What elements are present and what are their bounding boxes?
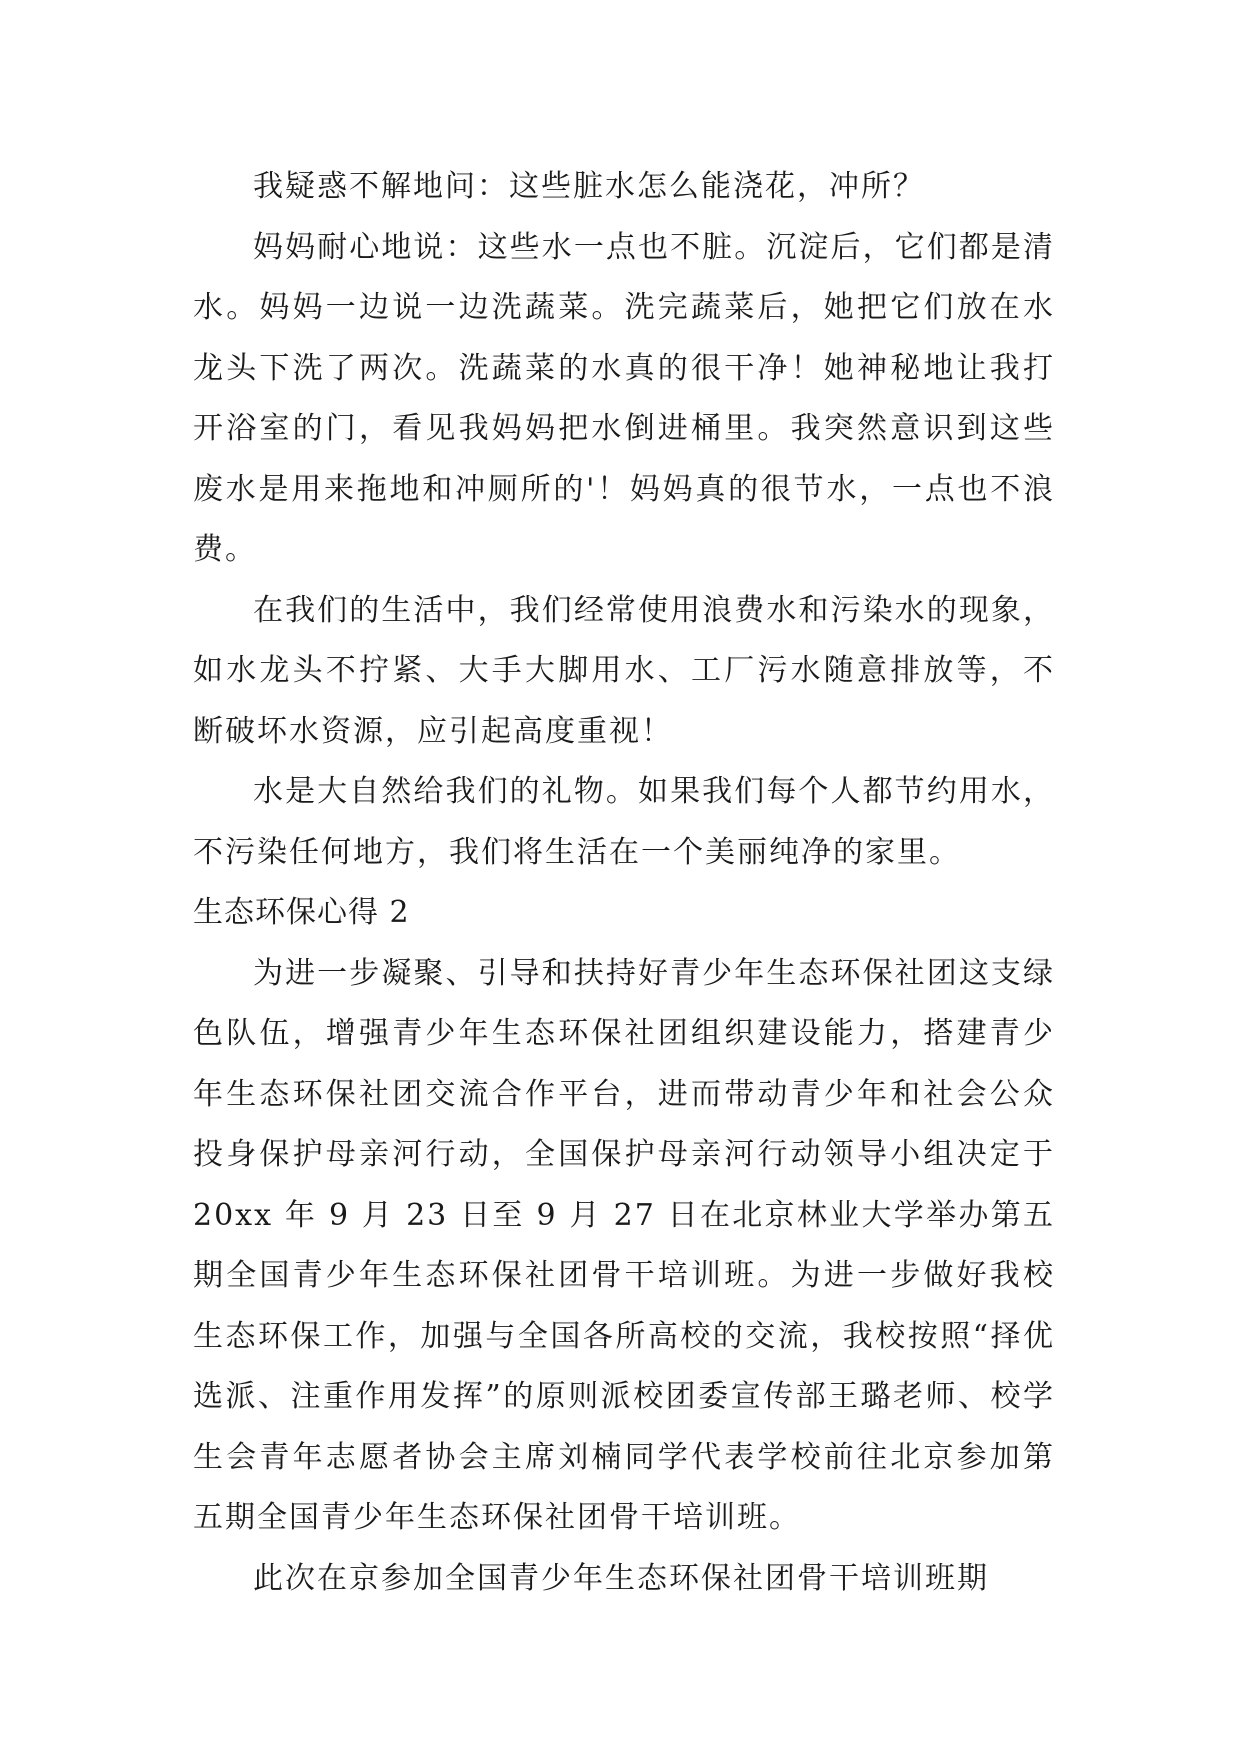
paragraph-water-gift: 水是大自然给我们的礼物。如果我们每个人都节约用水，不污染任何地方，我们将生活在一个美丽纯净的家里。 [193,774,1055,870]
paragraph-water-waste: 在我们的生活中，我们经常使用浪费水和污染水的现象，如水龙头不拧紧、大手大脚用水、工厂污水随意排放等，不断破坏水资源，应引起高度重视！ [193,592,1055,749]
paragraph-training-continued: 此次在京参加全国青少年生态环保社团骨干培训班期 [253,1560,989,1596]
section-heading: 生态环保心得 2 [193,895,410,930]
paragraph-question: 我疑惑不解地问：这些脏水怎么能浇花，冲所？ [253,169,925,204]
document-body [193,157,1055,1609]
paragraph-mother-answer: 妈妈耐心地说：这些水一点也不脏。沉淀后，它们都是清水。妈妈一边说一边洗蔬菜。洗完蔬菜后，她把它们放在水龙头下洗了两次。洗蔬菜的水真的很干净！她神秘地让我打开浴室的门，看见我妈妈把水倒进桶里。我突然意识到这些废水是用来拖地和冲厕所的'！妈妈真的很节水，一点也不浪费。 [193,229,1055,567]
paragraph-training-intro: 为进一步凝聚、引导和扶持好青少年生态环保社团这支绿色队伍，增强青少年生态环保社团组织建设能力，搭建青少年生态环保社团交流合作平台，进而带动青少年和社会公众投身保护母亲河行动，全国保护母亲河行动领导小组决定于 20xx 年 9 月 23 日至 9 月 27 日在北京林业大学举办第五期全国青少年生态环保社团骨干培训班。为进一步做好我校生态环保工作，加强与全国各所高校的交流，我校按照“择优选派、注重作用发挥”的原则派校团委宣传部王璐老师、校学生会青年志愿者协会主席刘楠同学代表学校前往北京参加第五期全国青少年生态环保社团骨干培训班。 [193,955,1055,1535]
